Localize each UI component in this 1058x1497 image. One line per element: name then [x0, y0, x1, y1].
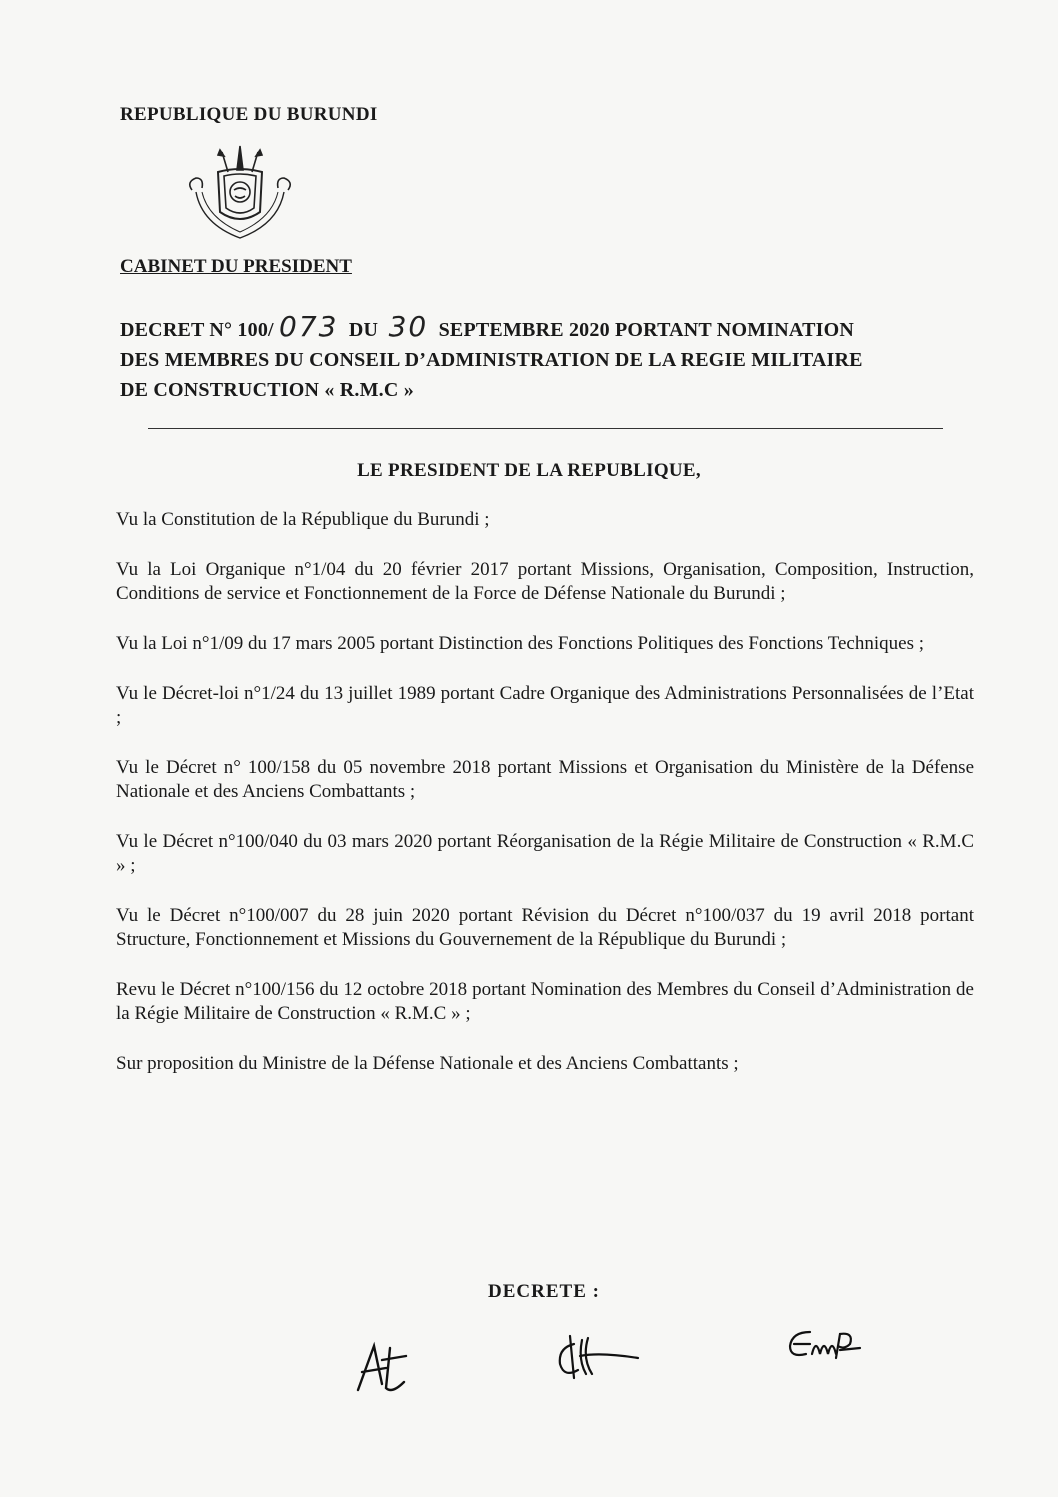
preamble-paragraph: Revu le Décret n°100/156 du 12 octobre 2018 portant Nomination des Membres du Conseil d’Administration de la Régie Militaire de Construction « R.M.C » ;: [116, 979, 974, 1024]
preamble-paragraph: Vu le Décret n°100/040 du 03 mars 2020 portant Réorganisation de la Régie Militaire de Construction « R.M.C » ;: [116, 831, 974, 876]
signature-initials-left-icon: [352, 1338, 412, 1398]
title-line-2: DES MEMBRES DU CONSEIL D’ADMINISTRATION DE LA REGIE MILITAIRE: [120, 349, 863, 371]
decrete-heading: DECRETE :: [488, 1281, 600, 1302]
president-heading: LE PRESIDENT DE LA REPUBLIQUE,: [357, 460, 701, 481]
title-divider: [148, 428, 943, 429]
decree-title: [120, 312, 980, 405]
country-header: REPUBLIQUE DU BURUNDI: [120, 104, 378, 125]
title-line-3: DE CONSTRUCTION « R.M.C »: [120, 379, 414, 401]
preamble-paragraph: Vu le Décret n°100/007 du 28 juin 2020 portant Révision du Décret n°100/037 du 19 avril 2018 portant Structure, Fonctionnement et Missions du Gouvernement de la République du Burundi ;: [116, 905, 974, 950]
title-prefix: DECRET N° 100/: [120, 319, 274, 341]
title-line1-rest: SEPTEMBRE 2020 PORTANT NOMINATION: [438, 319, 854, 341]
preamble-paragraph: Vu le Décret n° 100/158 du 05 novembre 2018 portant Missions et Organisation du Ministère de la Défense Nationale et des Anciens Combattants ;: [116, 757, 974, 802]
preamble-paragraph: Vu la Loi Organique n°1/04 du 20 février 2017 portant Missions, Organisation, Composition, Instruction, Conditions de service et Fonctionnement de la Force de Défense Nationale du Burundi ;: [116, 559, 974, 604]
signature-initials-middle-icon: [552, 1330, 642, 1386]
title-du: DU: [348, 319, 379, 341]
signature-initials-right-icon: [784, 1324, 864, 1370]
preamble: [116, 508, 974, 1102]
preamble-paragraph: Vu la Constitution de la République du Burundi ;: [116, 509, 490, 530]
coat-of-arms-icon: [182, 142, 298, 252]
handwritten-decree-number: 073: [279, 310, 339, 343]
preamble-paragraph: Vu le Décret-loi n°1/24 du 13 juillet 1989 portant Cadre Organique des Administrations Personnalisées de l’Etat ;: [116, 683, 974, 728]
handwritten-day: 30: [388, 310, 429, 343]
preamble-paragraph: Vu la Loi n°1/09 du 17 mars 2005 portant Distinction des Fonctions Politiques des Fonctions Techniques ;: [116, 633, 925, 654]
title-line-1: [120, 312, 980, 345]
preamble-paragraph: Sur proposition du Ministre de la Défense Nationale et des Anciens Combattants ;: [116, 1053, 739, 1074]
office-header: CABINET DU PRESIDENT: [120, 256, 352, 277]
